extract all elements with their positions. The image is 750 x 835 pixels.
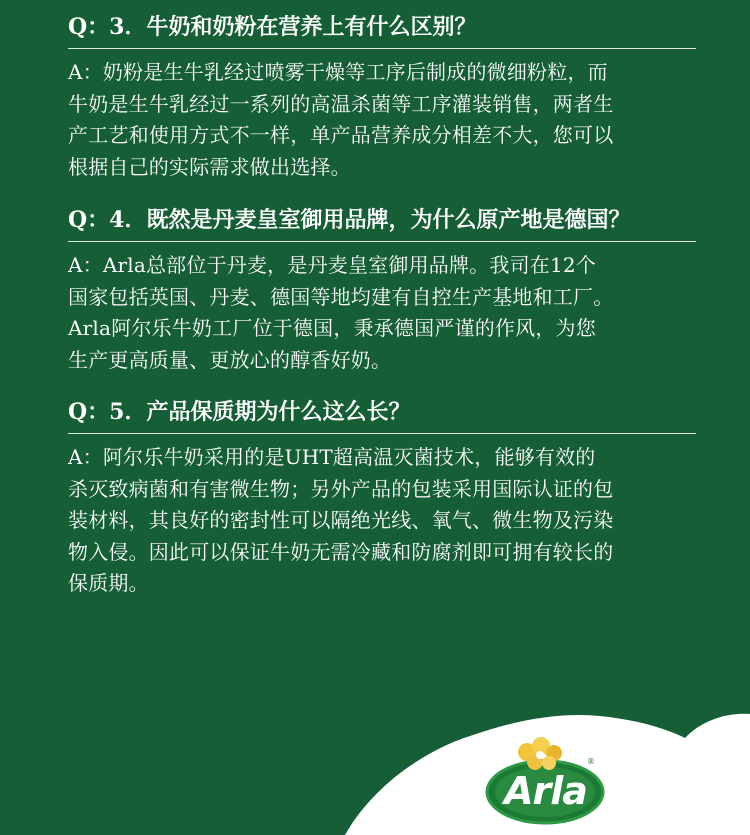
answer-line: 保质期。: [68, 571, 149, 595]
answer-line: Arla阿尔乐牛奶工厂位于德国，秉承德国严谨的作风，为您: [68, 316, 596, 340]
arla-logo-text: Arla: [504, 769, 587, 813]
arla-logo: [483, 736, 608, 826]
answer-line: 装材料，其良好的密封性可以隔绝光线、氧气、微生物及污染: [68, 508, 614, 532]
answer-line: A：奶粉是生牛乳经过喷雾干燥等工序后制成的微细粉粒，而: [68, 60, 608, 84]
answer-line: A：Arla总部位于丹麦，是丹麦皇室御用品牌。我司在12个: [68, 253, 597, 277]
answer-line: 国家包括英国、丹麦、德国等地均建有自控生产基地和工厂。: [68, 284, 614, 309]
answer-line: 物入侵。因此可以保证牛奶无需冷藏和防腐剂即可拥有较长的: [68, 539, 614, 564]
question-heading: Q：3．牛奶和奶粉在营养上有什么区别？: [68, 12, 696, 49]
question-heading: Q：4．既然是丹麦皇室御用品牌，为什么原产地是德国？: [68, 205, 696, 242]
question-heading: Q：5．产品保质期为什么这么长？: [68, 397, 696, 434]
answer-line: 杀灭致病菌和有害微生物；另外产品的包装采用国际认证的包: [68, 476, 614, 501]
answer-line: 根据自己的实际需求做出选择。: [68, 154, 351, 179]
answer-line: 生产更高质量、更放心的醇香好奶。: [68, 347, 392, 372]
registered-mark: ®: [587, 757, 595, 766]
answer-line: 产工艺和使用方式不一样，单产品营养成分相差不大，您可以: [68, 123, 614, 147]
answer-line: A：阿尔乐牛奶采用的是UHT超高温灭菌技术，能够有效的: [68, 445, 596, 469]
answer-line: 牛奶是生牛乳经过一系列的高温杀菌等工序灌装销售，两者生: [68, 91, 614, 116]
